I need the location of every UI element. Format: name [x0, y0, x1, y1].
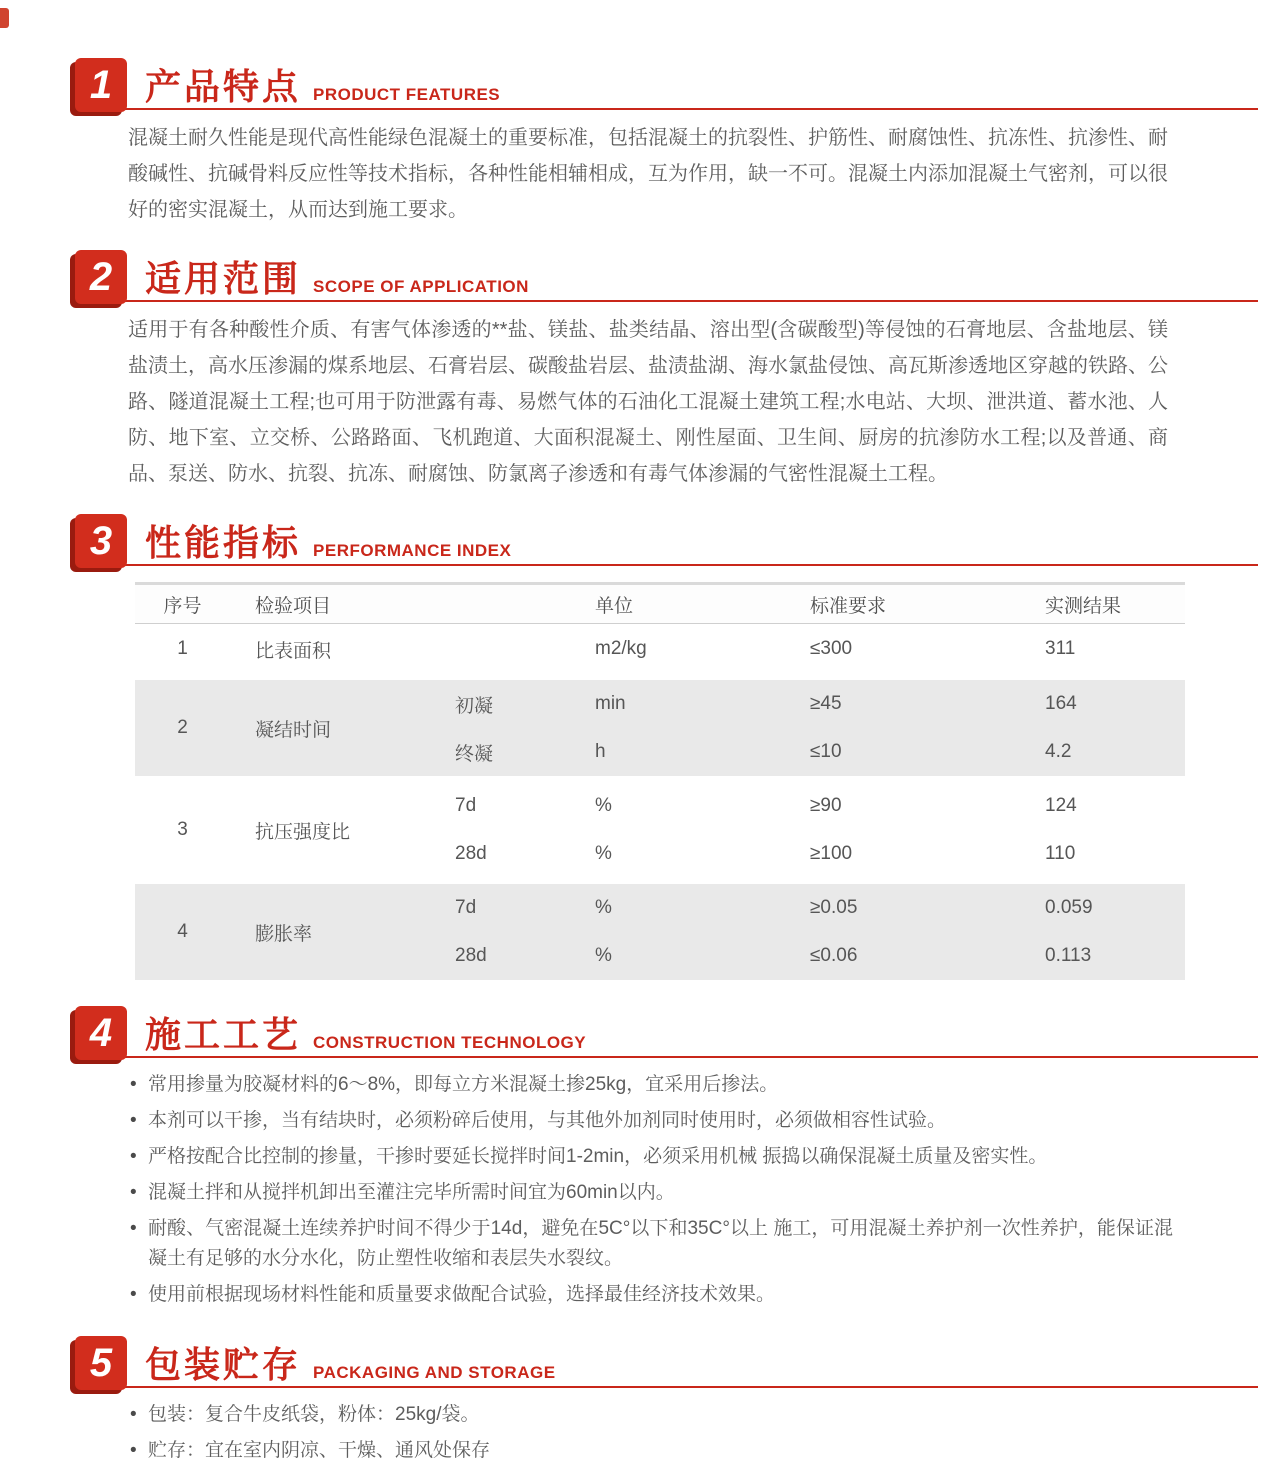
section2-number: 2 — [89, 254, 113, 299]
section2-number-badge — [75, 250, 127, 304]
table-row-specific-surface — [135, 624, 1185, 674]
cell-no: 4 — [177, 921, 188, 942]
section-packaging-and-storage — [75, 1330, 1258, 1466]
section1-title-zh: 产品特点 — [145, 66, 302, 107]
cell-subitem: 7d — [455, 897, 477, 918]
section5-title-zh: 包装贮存 — [145, 1344, 302, 1385]
section-scope-of-application — [75, 244, 1258, 492]
section2-paragraph: 适用于有各种酸性介质、有害气体渗透的**盐、镁盐、盐类结晶、溶出型(含碳酸型)等侵蚀的石膏地层、含盐地层、镁盐渍土，高水压渗漏的煤系地层、石膏岩层、碳酸盐岩层、盐渍盐湖、海水氯盐侵蚀、高瓦斯渗透地区穿越的铁路、公路、隧道混凝土工程;也可用于防泄露有毒、易燃气体的石油化工混凝土建筑工程;水电站、大坝、泄洪道、蓄水池、人防、地下室、立交桥、公路路面、飞机跑道、大面积混凝土、刚性屋面、卫生间、厨房的抗渗防水工程;以及普通、商品、泵送、防水、抗裂、抗冻、耐腐蚀、防氯离子渗透和有毒气体渗漏的气密性混凝土工程。 — [128, 319, 1168, 485]
cell-standard: ≤0.06 — [810, 945, 858, 966]
cell-standard: ≥100 — [810, 843, 853, 864]
cell-subitem: 初凝 — [455, 695, 494, 717]
cell-subitem: 终凝 — [455, 743, 494, 765]
cell-result: 311 — [1045, 638, 1076, 659]
section-performance-index — [75, 508, 1258, 980]
cell-no: 1 — [177, 638, 188, 659]
section-product-features — [75, 52, 1258, 228]
section1-number-badge — [75, 58, 127, 112]
cell-unit: m2/kg — [595, 638, 647, 659]
table-row-setting-time — [135, 680, 1185, 776]
performance-table — [135, 582, 1185, 980]
cell-unit: % — [595, 795, 612, 816]
section5-underline — [125, 1386, 1258, 1388]
bullet-item: • 耐酸、气密混凝土连续养护时间不得少于14d，避免在5C°以下和35C°以上 施工，可用混凝土养护剂一次性养护，能保证混凝土有足够的水分水化，防止塑性收缩和表层失水裂纹。 — [128, 1214, 1173, 1274]
cell-item: 凝结时间 — [255, 719, 332, 741]
bullet-item: • 本剂可以干掺，当有结块时，必须粉碎后使用，与其他外加剂同时使用时，必须做相容性试验。 — [128, 1106, 1173, 1136]
section4-header — [75, 1000, 1258, 1058]
cell-subitem: 28d — [455, 945, 487, 966]
section4-number: 4 — [89, 1010, 113, 1055]
construction-bullet-list — [128, 1070, 1173, 1310]
section1-underline — [125, 108, 1258, 110]
section1-title-en: PRODUCT FEATURES — [313, 85, 501, 104]
cell-result: 4.2 — [1045, 741, 1072, 762]
cell-standard: ≥0.05 — [810, 897, 858, 918]
section5-titles — [145, 1344, 556, 1388]
section2-title-zh: 适用范围 — [145, 258, 302, 299]
bullet-item: • 混凝土拌和从搅拌机卸出至灌注完毕所需时间宜为60min以内。 — [128, 1178, 1173, 1208]
col-header-unit: 单位 — [595, 595, 634, 617]
cell-item: 抗压强度比 — [255, 821, 351, 843]
cell-result: 0.059 — [1045, 897, 1093, 918]
section3-number: 3 — [89, 518, 113, 563]
section1-number: 1 — [89, 62, 113, 107]
cell-standard: ≥90 — [810, 795, 842, 816]
section4-title-en: CONSTRUCTION TECHNOLOGY — [313, 1033, 587, 1052]
section5-number: 5 — [89, 1340, 113, 1385]
col-header-no: 序号 — [163, 595, 202, 617]
section3-header — [75, 508, 1258, 566]
section4-title-zh: 施工工艺 — [145, 1014, 302, 1055]
cell-unit: % — [595, 843, 612, 864]
page-corner-artifact — [0, 8, 9, 28]
cell-no: 2 — [177, 717, 188, 738]
cell-result: 124 — [1045, 795, 1077, 816]
section2-titles — [145, 258, 529, 302]
section4-number-badge — [75, 1006, 127, 1060]
section-construction-technology — [75, 1000, 1258, 1310]
section4-titles — [145, 1014, 587, 1058]
section2-underline — [125, 300, 1258, 302]
section1-paragraph: 混凝土耐久性能是现代高性能绿色混凝土的重要标准，包括混凝土的抗裂性、护筋性、耐腐蚀性、抗冻性、抗渗性、耐酸碱性、抗碱骨料反应性等技术指标，各种性能相辅相成，互为作用，缺一不可。混凝土内添加混凝土气密剂，可以很好的密实混凝土，从而达到施工要求。 — [128, 127, 1168, 221]
cell-result: 0.113 — [1045, 945, 1092, 966]
cell-item: 膨胀率 — [255, 923, 313, 945]
cell-item: 比表面积 — [255, 640, 332, 662]
section3-titles — [145, 522, 512, 566]
cell-result: 110 — [1045, 843, 1076, 864]
section1-header — [75, 52, 1258, 110]
table-row-expansion-rate — [135, 884, 1185, 980]
packaging-bullet-list — [128, 1400, 1173, 1466]
table-row-compressive-strength-ratio — [135, 782, 1185, 878]
cell-result: 164 — [1045, 693, 1077, 714]
cell-subitem: 7d — [455, 795, 477, 816]
section3-title-en: PERFORMANCE INDEX — [313, 541, 512, 560]
cell-unit: % — [595, 897, 612, 918]
cell-unit: h — [595, 741, 606, 762]
bullet-item: • 严格按配合比控制的掺量，干掺时要延长搅拌时间1-2min，必须采用机械 振捣以确保混凝土质量及密实性。 — [128, 1142, 1173, 1172]
section4-underline — [125, 1056, 1258, 1058]
cell-subitem: 28d — [455, 843, 487, 864]
performance-table-header-row — [135, 582, 1185, 624]
bullet-item: • 包装：复合牛皮纸袋，粉体：25kg/袋。 — [128, 1400, 1173, 1430]
section5-title-en: PACKAGING AND STORAGE — [313, 1363, 556, 1382]
cell-standard: ≤10 — [810, 741, 842, 762]
col-header-standard: 标准要求 — [810, 595, 887, 617]
cell-no: 3 — [177, 819, 188, 840]
cell-standard: ≤300 — [810, 638, 853, 659]
cell-standard: ≥45 — [810, 693, 842, 714]
section3-number-badge — [75, 514, 127, 568]
bullet-item: • 使用前根据现场材料性能和质量要求做配合试验，选择最佳经济技术效果。 — [128, 1280, 1173, 1310]
bullet-item: • 常用掺量为胶凝材料的6～8%，即每立方米混凝土掺25kg，宜采用后掺法。 — [128, 1070, 1173, 1100]
col-header-result: 实测结果 — [1045, 595, 1122, 617]
section3-title-zh: 性能指标 — [145, 522, 302, 563]
bullet-item: • 贮存：宜在室内阴凉、干燥、通风处保存 — [128, 1436, 1173, 1466]
section5-header — [75, 1330, 1258, 1388]
section5-number-badge — [75, 1336, 127, 1390]
section3-underline — [125, 564, 1258, 566]
section2-header — [75, 244, 1258, 302]
cell-unit: % — [595, 945, 612, 966]
col-header-item: 检验项目 — [255, 595, 332, 617]
section1-titles — [145, 66, 501, 110]
cell-unit: min — [595, 693, 626, 714]
section2-title-en: SCOPE OF APPLICATION — [313, 277, 529, 296]
